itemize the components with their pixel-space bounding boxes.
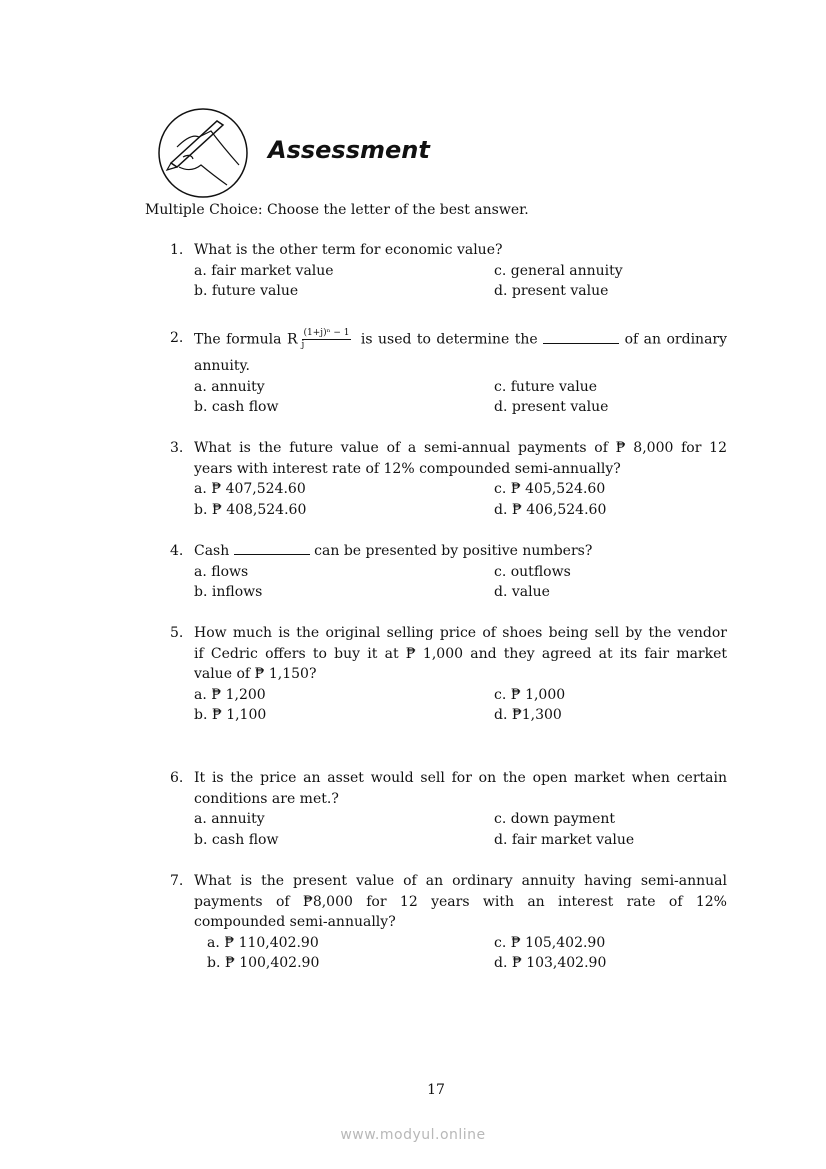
answer-option-c[interactable]: c. ₱ 1,000 [494,686,566,703]
question-stem-line: years with interest rate of 12% compounded semi-annually? [194,460,621,477]
pencil-hand-icon [157,107,249,199]
question-number: 5. [170,625,184,641]
answer-option-a[interactable]: a. ₱ 407,524.60 [194,481,306,497]
answer-option-c[interactable]: c. outflows [494,563,571,580]
answer-option-b[interactable]: b. ₱ 1,100 [194,707,267,723]
answer-option-a[interactable]: a. ₱ 110,402.90 [207,934,319,951]
answer-option-d[interactable]: d. fair market value [494,831,635,848]
answer-option-b[interactable]: b. cash flow [194,831,279,848]
question-stem-line: if Cedric offers to buy it at ₱ 1,000 and they agreed at its fair market [194,645,727,662]
answer-option-c[interactable]: c. down payment [494,811,616,827]
answer-blank [234,542,310,555]
formula-numerator: (1+j)ⁿ − 1 [303,328,350,338]
answer-option-c[interactable]: c. future value [494,378,598,395]
question-stem-line: What is the other term for economic value? [194,242,503,258]
formula-fraction [302,328,352,351]
page-number: 17 [427,1082,445,1098]
answer-option-b[interactable]: b. inflows [194,584,263,600]
stem-text: Cash [194,543,230,559]
answer-option-a[interactable]: a. annuity [194,378,265,395]
watermark: www.modyul.online [340,1127,486,1143]
question-stem-line: annuity. [194,358,250,374]
formula-denominator: j [301,340,305,350]
question-number: 4. [170,543,184,559]
question-stem-line: conditions are met.? [194,790,339,807]
question-number: 3. [170,440,184,456]
answer-option-d[interactable]: d. value [494,584,550,600]
answer-option-c[interactable]: c. general annuity [494,262,623,279]
question-number: 7. [170,873,184,889]
stem-text: The formula R [194,331,298,348]
answer-option-d[interactable]: d. present value [494,283,609,299]
answer-option-b[interactable]: b. future value [194,283,299,299]
answer-blank [543,331,619,344]
answer-option-a[interactable]: a. ₱ 1,200 [194,686,266,703]
answer-option-d[interactable]: d. ₱1,300 [494,707,562,723]
question-stem-line: It is the price an asset would sell for on the open market when certain [194,770,727,786]
answer-option-b[interactable]: b. ₱ 100,402.90 [207,955,320,971]
question-stem-line: payments of ₱8,000 for 12 years with an interest rate of 12% [194,893,727,910]
stem-text: can be presented by positive numbers? [314,543,593,559]
answer-option-a[interactable]: a. fair market value [194,262,334,279]
instructions: Multiple Choice: Choose the letter of the best answer. [145,202,529,218]
answer-option-a[interactable]: a. annuity [194,811,265,827]
question-number: 6. [170,770,184,786]
answer-option-d[interactable]: d. present value [494,399,609,415]
question-stem-line: value of ₱ 1,150? [194,666,317,682]
stem-text: is used to determine the [360,331,538,348]
question-number: 1. [170,242,184,258]
question-stem-line: What is the present value of an ordinary annuity having semi-annual [194,873,727,889]
answer-option-b[interactable]: b. ₱ 408,524.60 [194,501,307,518]
answer-option-b[interactable]: b. cash flow [194,399,279,415]
answer-option-c[interactable]: c. ₱ 405,524.60 [494,481,606,497]
answer-option-a[interactable]: a. flows [194,563,249,580]
question-stem-line: What is the future value of a semi-annual payments of ₱ 8,000 for 12 [194,440,727,456]
question-stem [194,328,727,351]
question-stem-line: How much is the original selling price of shoes being sell by the vendor [194,625,727,641]
question-number: 2. [170,330,184,346]
answer-option-d[interactable]: d. ₱ 103,402.90 [494,955,607,971]
question-stem-line: compounded semi-annually? [194,914,396,930]
answer-option-c[interactable]: c. ₱ 105,402.90 [494,934,606,951]
question-stem [194,541,592,561]
page-title: Assessment [268,136,430,164]
answer-option-d[interactable]: d. ₱ 406,524.60 [494,501,607,518]
stem-text: of an ordinary [624,331,728,348]
